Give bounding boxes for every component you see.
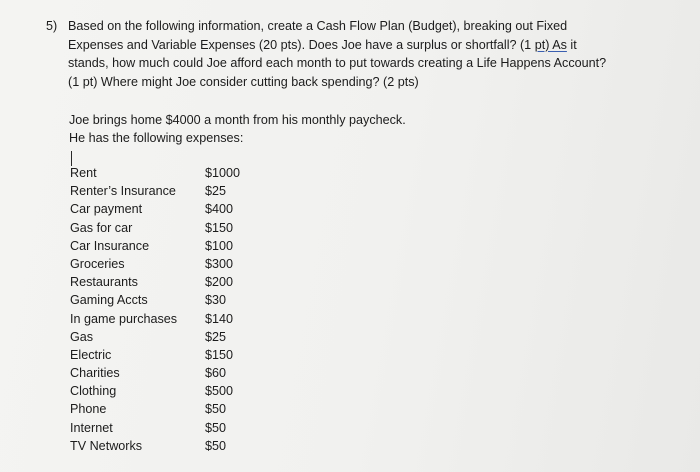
expense-name: Rent	[70, 166, 97, 180]
expense-name: Car Insurance	[70, 238, 150, 253]
expense-name: Gas for car	[70, 220, 133, 235]
expense-amount: $25	[205, 329, 227, 344]
question-line-4: (1 pt) Where might Joe consider cutting back spending? (2 pts)	[68, 74, 419, 89]
intro-block	[69, 111, 406, 147]
expense-name: Restaurants	[70, 275, 138, 290]
expense-name: Internet	[70, 420, 113, 435]
expense-name: Charities	[70, 366, 120, 381]
expense-row	[70, 439, 270, 457]
expense-row	[70, 421, 270, 439]
expense-row	[70, 275, 270, 293]
intro-line-1: Joe brings home $4000 a month from his monthly paycheck.	[69, 113, 406, 127]
expense-amount: $300	[205, 256, 234, 271]
expense-row	[70, 330, 270, 348]
expense-row	[70, 312, 270, 330]
expense-name: Renter’s Insurance	[70, 184, 176, 199]
expense-amount: $200	[205, 275, 234, 290]
expense-row	[70, 366, 270, 384]
question-line-2-text-a: Expenses and Variable Expenses (20 pts). Does Joe have a surplus or shortfall? (1	[68, 37, 535, 52]
expense-row	[70, 239, 270, 257]
expense-amount: $1000	[205, 166, 241, 180]
expense-name: In game purchases	[70, 311, 178, 326]
expense-name: Gaming Accts	[70, 293, 148, 308]
expense-amount: $500	[205, 384, 234, 399]
expense-list	[70, 166, 270, 457]
expense-amount: $60	[205, 366, 227, 381]
expense-amount: $150	[205, 347, 234, 362]
question-line-3: stands, how much could Joe afford each month to put towards creating a Life Happens Account?	[68, 56, 607, 71]
expense-row	[70, 221, 270, 239]
expense-name: Car payment	[70, 202, 143, 217]
intro-line-2: He has the following expenses:	[69, 131, 244, 145]
expense-row	[70, 166, 270, 184]
expense-amount: $400	[205, 202, 234, 217]
expense-name: Phone	[70, 402, 107, 417]
expense-amount: $50	[205, 402, 227, 417]
question-line-2-text-c: it	[566, 37, 577, 52]
expense-name: Groceries	[70, 256, 125, 271]
expense-amount: $100	[205, 238, 234, 253]
handwritten-underline-mark: pt) As	[534, 37, 567, 52]
expense-row	[70, 257, 270, 275]
expense-amount: $30	[205, 293, 227, 308]
question-line-1: Based on the following information, create a Cash Flow Plan (Budget), breaking out Fixed	[68, 19, 568, 33]
expense-row	[70, 202, 270, 220]
expense-row	[70, 348, 270, 366]
expense-row	[70, 293, 270, 311]
expense-name: Clothing	[70, 384, 117, 399]
text-cursor	[71, 151, 72, 166]
expense-amount: $140	[205, 311, 234, 326]
expense-row	[70, 402, 270, 420]
expense-amount: $25	[205, 184, 227, 199]
expense-row	[70, 184, 270, 202]
question-number: 5)	[46, 19, 58, 33]
expense-row	[70, 384, 270, 402]
expense-amount: $50	[205, 420, 227, 435]
expense-name: Gas	[70, 329, 94, 344]
expense-name: Electric	[70, 347, 112, 362]
expense-name: TV Networks	[70, 438, 143, 453]
expense-amount: $150	[205, 220, 234, 235]
question-line-2	[68, 36, 577, 55]
expense-amount: $50	[205, 438, 227, 453]
